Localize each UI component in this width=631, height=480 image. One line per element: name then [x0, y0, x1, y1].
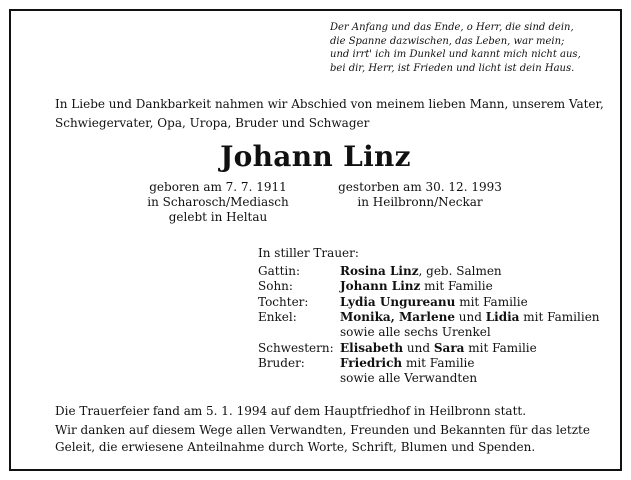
motto-verse — [330, 21, 581, 75]
mourner-names — [340, 264, 502, 279]
motto-line: und irrt' ich im Dunkel und kannt mich nicht aus, — [330, 49, 581, 60]
mourner-names — [340, 356, 474, 371]
mourner-names — [340, 310, 600, 325]
mourner-names — [340, 295, 528, 310]
mourner-name-bold: Monika, Marlene — [340, 309, 455, 324]
mourner-name-bold: Sara — [433, 340, 465, 355]
mourning-heading: In stiller Trauer: — [258, 246, 359, 260]
mourner-joiner: und — [403, 340, 434, 355]
deceased-name: Johann Linz — [220, 140, 411, 173]
mourner-relation: Tochter: — [258, 294, 309, 309]
notice-border — [9, 9, 622, 471]
mourner-name-bold: Lydia Ungureanu — [340, 294, 456, 309]
mourner-detail: mit Familie — [455, 294, 528, 309]
mourner-names — [340, 279, 493, 294]
mourner-joiner: und — [454, 309, 486, 324]
mourner-detail: mit Familie — [402, 355, 475, 370]
intro-line: Schwiegervater, Opa, Uropa, Bruder und Schwager — [55, 116, 370, 130]
birth-line: gelebt in Heltau — [168, 210, 268, 224]
mourner-detail: mit Familien — [519, 309, 600, 324]
mourner-relation: Sohn: — [258, 279, 293, 294]
mourner-names — [340, 341, 537, 356]
birth-line: geboren am 7. 7. 1911 — [149, 180, 287, 194]
mourner-detail: mit Familie — [420, 279, 493, 294]
death-info — [330, 180, 510, 210]
thanks-line: Geleit, die erwiesene Anteilnahme durch Worte, Schrift, Blumen und Spenden. — [55, 440, 536, 454]
mourner-detail: sowie alle sechs Urenkel — [340, 325, 491, 340]
mourner-name-bold: Johann Linz — [340, 279, 421, 294]
mourner-names — [340, 371, 477, 386]
birth-info — [143, 180, 293, 225]
thanks-text — [55, 422, 590, 456]
death-line: gestorben am 30. 12. 1993 — [338, 180, 502, 194]
mourner-relation: Enkel: — [258, 309, 297, 324]
funeral-notice: Die Trauerfeier fand am 5. 1. 1994 auf dem Hauptfriedhof in Heilbronn statt. — [55, 404, 527, 418]
mourner-name-bold: Lidia — [485, 309, 520, 324]
mourner-relation: Gattin: — [258, 264, 300, 278]
mourner-detail: , geb. Salmen — [418, 264, 502, 278]
mourner-names — [340, 325, 491, 340]
mourner-detail: mit Familie — [464, 340, 537, 355]
birth-line: in Scharosch/Mediasch — [147, 195, 289, 209]
mourner-name-bold: Elisabeth — [340, 340, 404, 355]
intro-line: In Liebe und Dankbarkeit nahmen wir Abschied von meinem lieben Mann, unserem Vater, — [55, 97, 604, 111]
motto-line: die Spanne dazwischen, das Leben, war mein; — [330, 35, 565, 47]
motto-line: bei dir, Herr, ist Frieden und licht ist dein Haus. — [330, 62, 575, 74]
mourner-relation: Bruder: — [258, 355, 305, 370]
mourner-name-bold: Friedrich — [340, 355, 403, 370]
intro-text — [55, 95, 604, 133]
death-line: in Heilbronn/Neckar — [357, 195, 483, 209]
mourner-name-bold: Rosina Linz — [340, 264, 419, 278]
motto-line: Der Anfang und das Ende, o Herr, die sind dein, — [330, 22, 574, 33]
thanks-line: Wir danken auf diesem Wege allen Verwandten, Freunden und Bekannten für das letzte — [55, 423, 590, 437]
mourner-relation: Schwestern: — [258, 340, 334, 355]
mourner-detail: sowie alle Verwandten — [340, 371, 478, 386]
